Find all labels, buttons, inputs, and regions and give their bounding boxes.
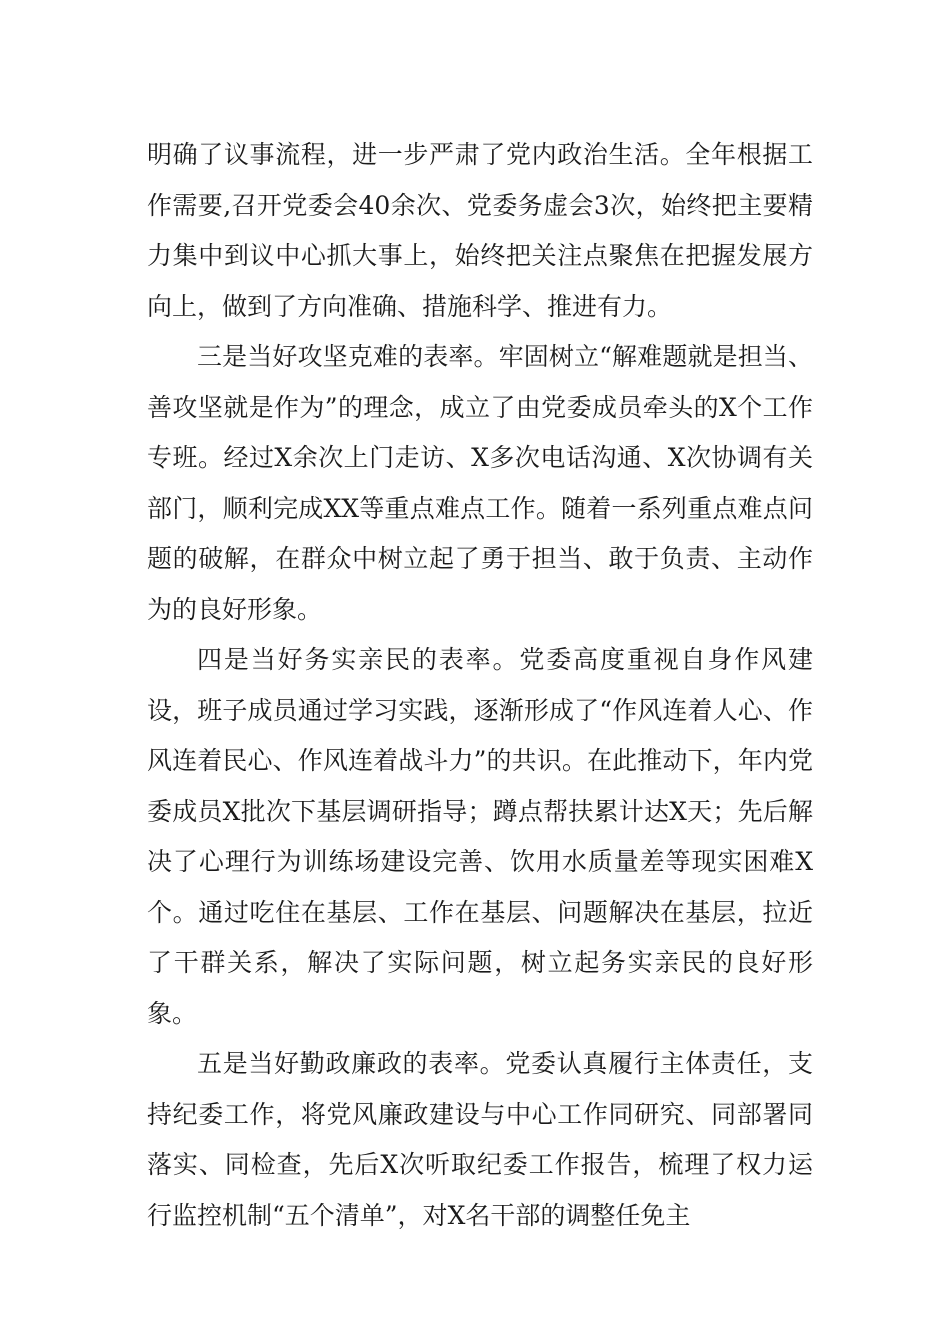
document-body — [147, 130, 813, 1241]
paragraph-2: 三是当好攻坚克难的表率。牢固树立“解难题就是担当、善攻坚就是作为”的理念，成立了由党委成员牵头的X个工作专班。经过X余次上门走访、X多次电话沟通、X次协调有关部门，顺利完成XX等重点难点工作。随着一系列重点难点问题的破解，在群众中树立起了勇于担当、敢于负责、主动作为的良好形象。 — [147, 342, 813, 624]
paragraph-4: 五是当好勤政廉政的表率。党委认真履行主体责任，支持纪委工作，将党风廉政建设与中心工作同研究、同部署同落实、同检查，先后X次听取纪委工作报告，梳理了权力运行监控机制“五个清单”，对X名干部的调整任免主 — [147, 1049, 813, 1230]
paragraph-3: 四是当好务实亲民的表率。党委高度重视自身作风建设，班子成员通过学习实践，逐渐形成了“作风连着人心、作风连着民心、作风连着战斗力”的共识。在此推动下，年内党委成员X批次下基层调研指导；蹲点帮扶累计达X天；先后解决了心理行为训练场建设完善、饮用水质量差等现实困难X个。通过吃住在基层、工作在基层、问题解决在基层，拉近了干群关系，解决了实际问题，树立起务实亲民的良好形象。 — [147, 645, 813, 1028]
paragraph-1: 明确了议事流程，进一步严肃了党内政治生活。全年根据工作需要,召开党委会40余次、党委务虚会3次，始终把主要精力集中到议中心抓大事上，始终把关注点聚焦在把握发展方向上，做到了方向准确、措施科学、推进有力。 — [147, 140, 813, 321]
